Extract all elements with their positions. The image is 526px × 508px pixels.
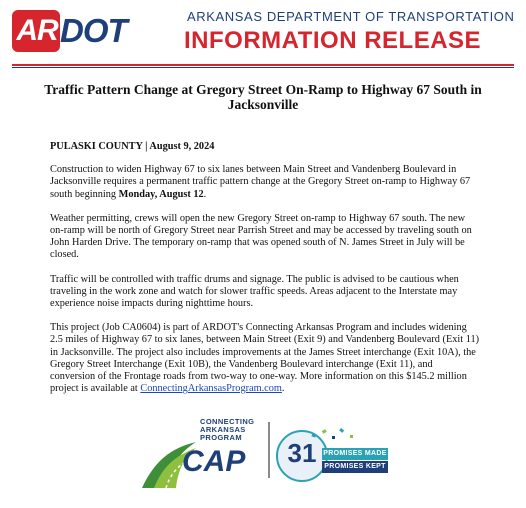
promises-31-logo [276,426,396,486]
p31-number: 31 [287,438,317,468]
p31-promises-kept: PROMISES KEPT [322,461,388,473]
cap-line-arkansas: ARKANSAS [200,425,246,434]
paragraph-1 [50,164,480,201]
cap-wordmark: CAP [182,445,246,478]
paragraph-1-end: . [203,188,207,200]
program-website-link[interactable]: ConnectingArkansasProgram.com [140,383,282,395]
header-rule-blue [12,67,514,68]
logo-ar-text: AR [16,14,58,47]
paragraph-1-text: Construction to widen Highway 67 to six lanes between Main Street and Vandenberg Boulevard in Jacksonville requires a permanent traffic pattern change at the Gregory Street on-ramp to Highway 67 south beginning [50,164,471,200]
start-date: Monday, August 12 [118,188,204,200]
release-header [0,0,526,66]
paragraph-4-text: This project (Job CA0604) is part of ARDOT's Connecting Arkansas Program and includes widening 2.5 miles of Highway 67 to six lanes, between Main Street (Exit 9) and Vandenberg Boulevard (Exit 11) in Jacksonville. The project also includes improvements at the James Street interchange (Exit 10A), the Gregory Street Interchange (Exit 10B), the Vandenberg Boulevard interchange (Exit 11), and conversion of the Frontage roads from two-way to one-way. More information on this $145.2 million project is available at [50,322,480,395]
p31-promises-made: PROMISES MADE [322,448,388,460]
ardot-logo [12,10,140,54]
information-release-heading: INFORMATION RELEASE [184,27,482,54]
cap-logo [140,412,260,492]
dateline: PULASKI COUNTY | August 9, 2024 [50,141,215,152]
paragraph-3: Traffic will be controlled with traffic drums and signage. The public is advised to be cautious when traveling in the work zone and watch for slower traffic speeds. Areas adjacent to the Interstate may experience noise impacts during nighttime hours. [50,273,459,310]
header-rule-red [12,64,514,66]
cap-line-connecting: CONNECTING [200,417,255,426]
department-name: ARKANSAS DEPARTMENT OF TRANSPORTATION [187,9,515,24]
cap-line-program: PROGRAM [200,433,242,442]
paragraph-2: Weather permitting, crews will open the new Gregory Street on-ramp to Highway 67 south. The new on-ramp will be north of Gregory Street near Parrish Street and may be accessed by traveling south on John Harden Drive. The temporary on-ramp that was opened south of N. James Street in July will be closed. [50,212,472,261]
paragraph-4 [50,322,480,395]
release-body [50,141,480,407]
footer-divider [268,422,270,478]
release-footer [0,412,526,508]
release-title: Traffic Pattern Change at Gregory Street On-Ramp to Highway 67 South in Jacksonville [44,82,482,112]
paragraph-4-end: . [281,383,285,395]
logo-dot-text: DOT [60,12,127,49]
